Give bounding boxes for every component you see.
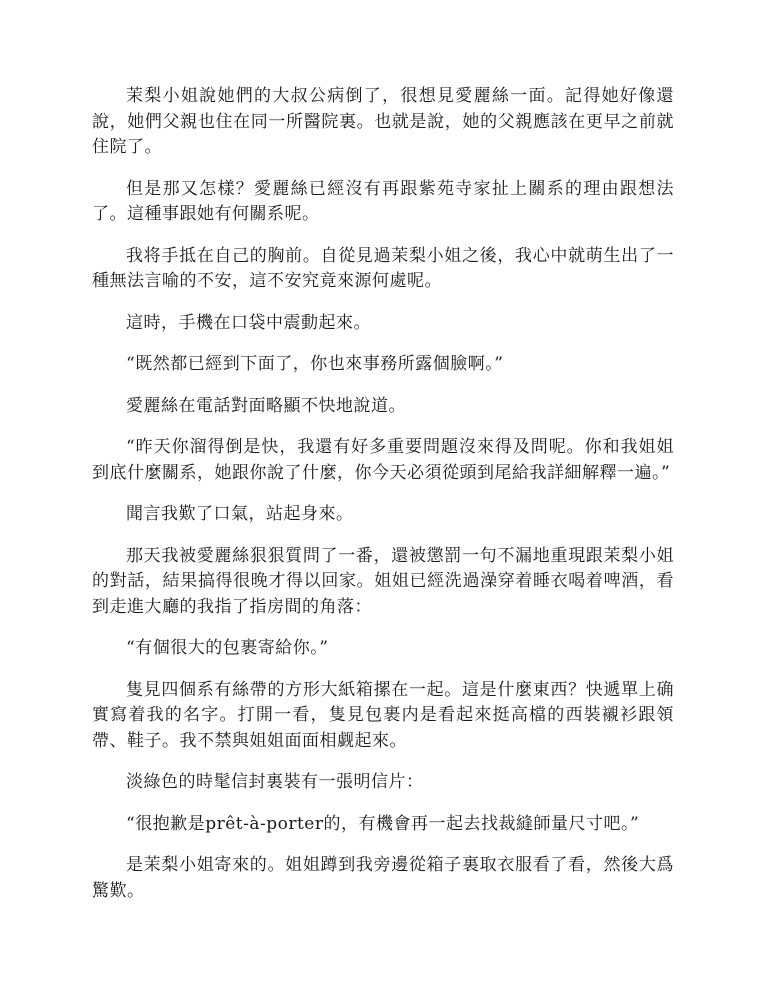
paragraph-9: 那天我被愛麗絲狠狠質問了一番，還被懲罰一句不漏地重現跟茉梨小姐的對話，結果搞得很晚才得以回家。姐姐已經洗過澡穿着睡衣喝着啤酒，看到走進大廳的我指了指房間的角落： xyxy=(92,545,674,617)
paragraph-2: 但是那又怎樣？愛麗絲已經沒有再跟紫苑寺家扯上關系的理由跟想法了。這種事跟她有何關系呢。 xyxy=(92,178,674,224)
paragraph-11: 隻見四個系有絲帶的方形大紙箱摞在一起。這是什麼東西？快遞單上确實寫着我的名字。打開一看，隻見包裹内是看起來挺高檔的西裝襯衫跟領帶、鞋子。我不禁與姐姐面面相觑起來。 xyxy=(92,679,674,751)
paragraph-5: “既然都已經到下面了，你也來事務所露個臉啊。” xyxy=(126,354,504,374)
paragraph-8: 聞言我歎了口氣，站起身來。 xyxy=(126,504,354,524)
paragraph-14: 是茉梨小姐寄來的。姐姐蹲到我旁邊從箱子裏取衣服看了看，然後大爲驚歎。 xyxy=(92,855,674,901)
paragraph-10: “有個很大的包裹寄給你。” xyxy=(126,638,329,658)
document-page xyxy=(92,84,674,920)
paragraph-13: “很抱歉是prêt-à-porter的，有機會再一起去找裁縫師量尺寸吧。” xyxy=(126,813,640,834)
paragraph-7: “昨天你溜得倒是快，我還有好多重要問題沒來得及問呢。你和我姐姐到底什麼關系，她跟你說了什麼，你今天必須從頭到尾給我詳細解釋一遍。” xyxy=(92,437,674,483)
paragraph-4: 這時，手機在口袋中震動起來。 xyxy=(126,312,371,333)
paragraph-12: 淡綠色的時髦信封裏裝有一張明信片： xyxy=(126,772,424,792)
paragraph-3: 我将手抵在自己的胸前。自從見過茉梨小姐之後，我心中就萌生出了一種無法言喻的不安，這不安究竟來源何處呢。 xyxy=(92,245,674,291)
paragraph-1: 茉梨小姐說她們的大叔公病倒了，很想見愛麗絲一面。記得她好像還說，她們父親也住在同一所醫院裏。也就是說，她的父親應該在更早之前就住院了。 xyxy=(92,86,674,157)
paragraph-6: 愛麗絲在電話對面略顯不快地說道。 xyxy=(126,395,406,416)
